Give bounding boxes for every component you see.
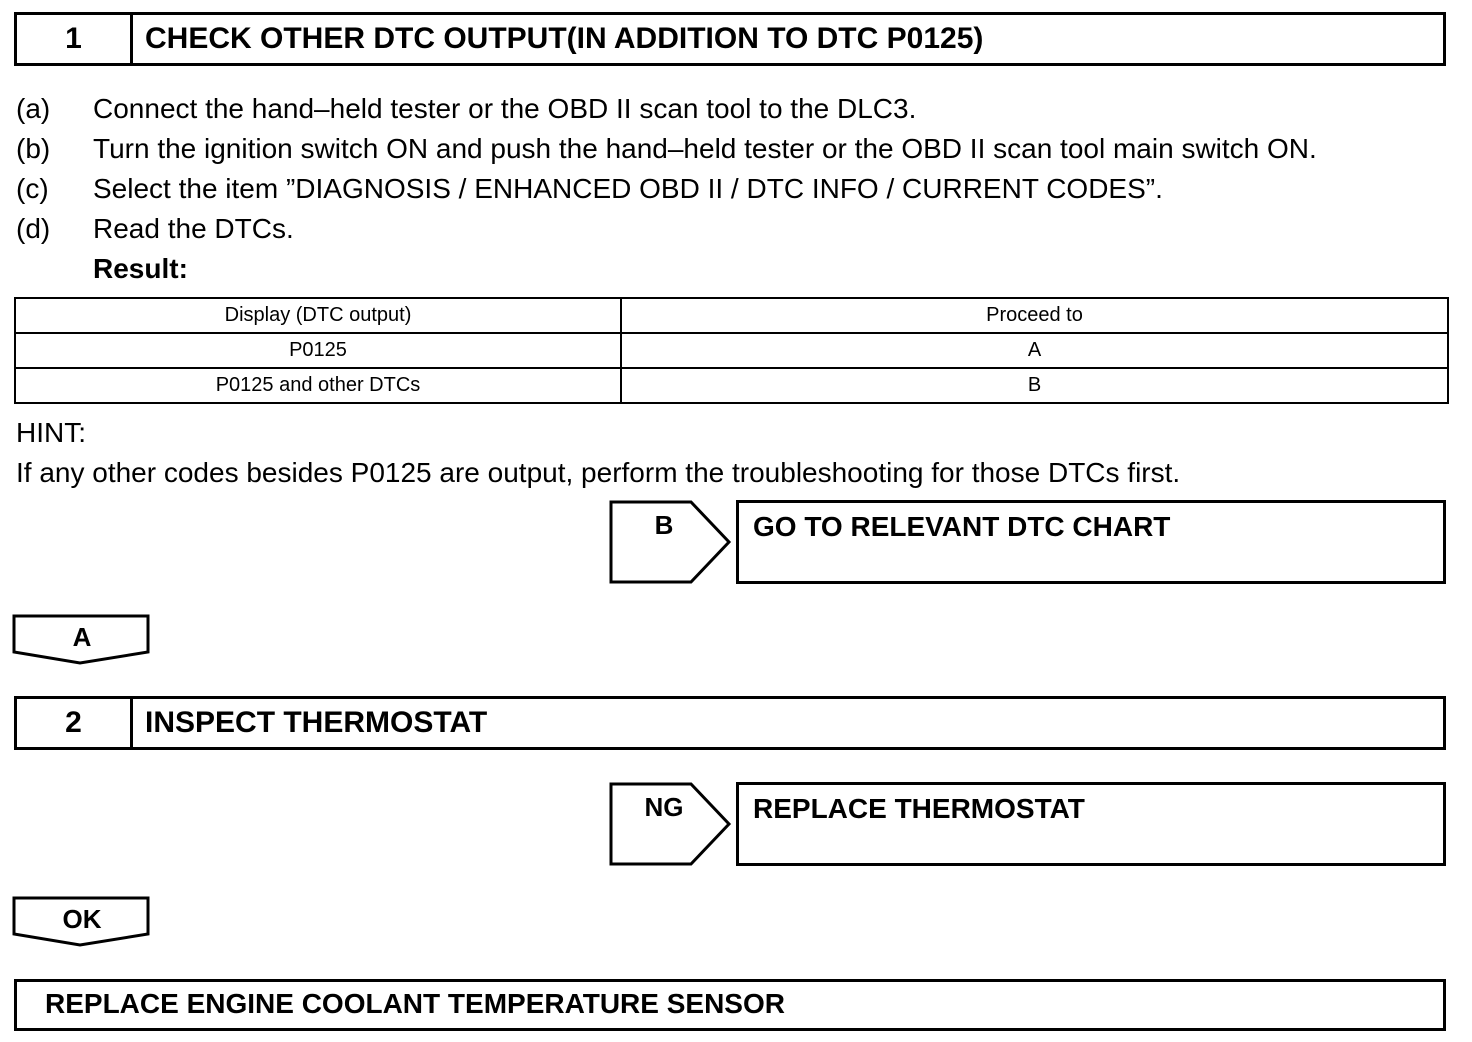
branch-action-b: GO TO RELEVANT DTC CHART — [736, 500, 1446, 584]
final-action: REPLACE ENGINE COOLANT TEMPERATURE SENSOR — [14, 979, 1446, 1031]
step-2-number: 2 — [17, 699, 133, 747]
instruction-text: Select the item ”DIAGNOSIS / ENHANCED OBD II / DTC INFO / CURRENT CODES”. — [93, 173, 1163, 204]
hint-label: HINT: — [16, 417, 86, 448]
continue-tag-ok: OK — [62, 904, 102, 934]
branch-action-ng: REPLACE THERMOSTAT — [736, 782, 1446, 866]
instruction-label: (a) — [16, 93, 51, 124]
step-1-title: CHECK OTHER DTC OUTPUT(IN ADDITION TO DTC P0125) — [145, 22, 984, 55]
instruction-b — [16, 132, 1456, 166]
table-header: Display (DTC output) — [15, 298, 621, 333]
table-cell: P0125 — [15, 333, 621, 368]
table-header-row — [15, 298, 1448, 333]
instruction-a — [16, 92, 1456, 126]
table-cell: A — [621, 333, 1448, 368]
result-label: Result: — [93, 253, 188, 284]
instruction-label: (d) — [16, 213, 51, 244]
instruction-label: (b) — [16, 133, 51, 164]
instruction-label: (c) — [16, 173, 49, 204]
instruction-d — [16, 212, 1456, 246]
continue-tag-a: A — [72, 622, 92, 652]
instruction-text: Read the DTCs. — [93, 213, 294, 244]
instruction-c — [16, 172, 1456, 206]
table-header: Proceed to — [621, 298, 1448, 333]
instruction-text: Turn the ignition switch ON and push the hand–held tester or the OBD II scan tool main switch ON. — [93, 133, 1317, 164]
table-row — [15, 333, 1448, 368]
step-2-header — [14, 696, 1446, 750]
branch-tag-ng: NG — [644, 792, 684, 822]
result-table — [14, 297, 1449, 404]
step-1-number: 1 — [17, 15, 133, 63]
table-cell: B — [621, 368, 1448, 403]
step-1-header — [14, 12, 1446, 66]
branch-tag-b: B — [654, 510, 674, 540]
table-cell: P0125 and other DTCs — [15, 368, 621, 403]
hint-text: If any other codes besides P0125 are output, perform the troubleshooting for those DTCs first. — [16, 457, 1181, 488]
step-2-title: INSPECT THERMOSTAT — [145, 706, 488, 739]
table-row — [15, 368, 1448, 403]
instruction-text: Connect the hand–held tester or the OBD II scan tool to the DLC3. — [93, 93, 917, 124]
